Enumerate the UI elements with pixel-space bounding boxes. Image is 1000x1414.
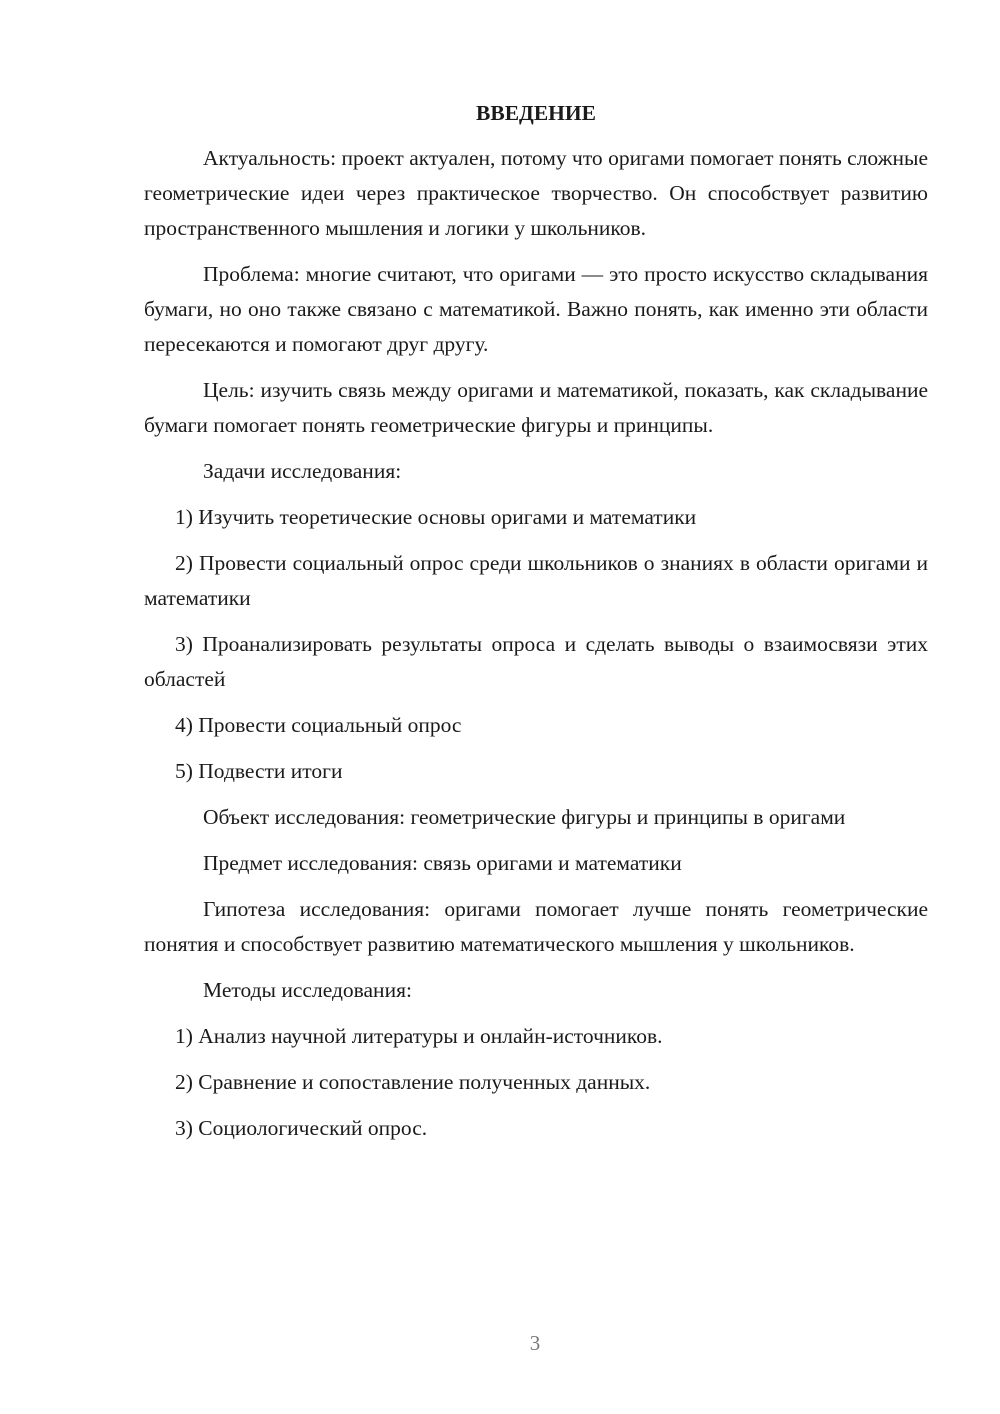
task-item: 3) Проанализировать результаты опроса и сделать выводы о взаимосвязи этих областей xyxy=(144,632,928,691)
task-item: 5) Подвести итоги xyxy=(175,759,343,783)
page-title: ВВЕДЕНИЕ xyxy=(476,101,596,125)
tasks-heading: Задачи исследования: xyxy=(203,459,402,483)
method-item: 2) Сравнение и сопоставление полученных данных. xyxy=(175,1070,651,1094)
goal-paragraph: Цель: изучить связь между оригами и математикой, показать, как складывание бумаги помогает понять геометрические фигуры и принципы. xyxy=(144,378,928,437)
method-item: 3) Социологический опрос. xyxy=(175,1116,428,1140)
relevance-paragraph: Актуальность: проект актуален, потому что оригами помогает понять сложные геометрические идеи через практическое творчество. Он способствует развитию пространственного мышления и логики у школьников. xyxy=(144,146,928,240)
page-number: 3 xyxy=(529,1331,541,1355)
task-item: 1) Изучить теоретические основы оригами и математики xyxy=(175,505,697,529)
task-item: 4) Провести социальный опрос xyxy=(175,713,462,737)
problem-paragraph: Проблема: многие считают, что оригами — это просто искусство складывания бумаги, но оно также связано с математикой. Важно понять, как именно эти области пересекаются и помогают друг другу. xyxy=(144,262,928,356)
document-page xyxy=(144,96,928,1146)
subject-paragraph: Предмет исследования: связь оригами и математики xyxy=(203,851,682,875)
method-item: 1) Анализ научной литературы и онлайн-источников. xyxy=(175,1024,663,1048)
hypothesis-paragraph: Гипотеза исследования: оригами помогает лучше понять геометрические понятия и способствует развитию математического мышления у школьников. xyxy=(144,897,928,956)
methods-heading: Методы исследования: xyxy=(203,978,412,1002)
object-paragraph: Объект исследования: геометрические фигуры и принципы в оригами xyxy=(203,805,846,829)
task-item: 2) Провести социальный опрос среди школьников о знаниях в области оригами и математики xyxy=(144,551,928,610)
